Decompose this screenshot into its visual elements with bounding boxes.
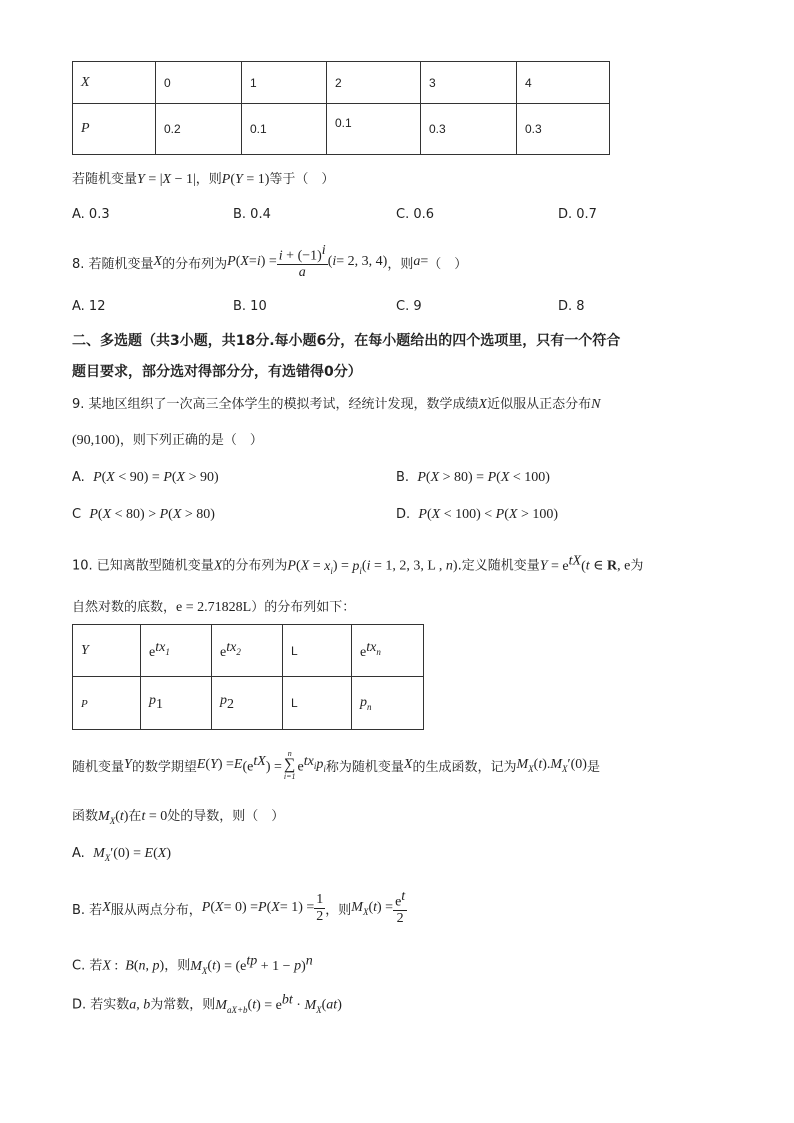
- table-cell: $e^{tx_1}$: [141, 625, 212, 677]
- q8-option-a[interactable]: A. 12: [72, 299, 106, 314]
- q9-option-c[interactable]: C P(X < 80) > P(X > 80): [72, 507, 215, 522]
- table-cell: L: [283, 677, 352, 730]
- q9-option-d[interactable]: D. P(X < 100) < P(X > 100): [396, 507, 559, 522]
- distribution-table-y: [72, 624, 424, 730]
- table-cell: $p_2$: [212, 677, 283, 730]
- table-cell: $p_1$: [141, 677, 212, 730]
- q9-option-b[interactable]: B. P(X > 80) = P(X < 100): [396, 470, 550, 485]
- table-cell: $e^{tx_2}$: [212, 625, 283, 677]
- q8-stem: 8. 若随机变量 X 的分布列为 P ( X = i ) = $\frac{i + (-1)^i}{a}$ ( i = 2, 3, 4) ，则 a = （ ）: [72, 242, 468, 281]
- q10-derivative-def: 函数$M_X(t)$在t = 0处的导数，则（ ）: [72, 809, 285, 826]
- q10-option-b[interactable]: B. 若 X 服从两点分布， P ( X = 0) = P ( X = 1) = $\frac{1}{2}$ ，则 $M_X$ ( t ) = $\frac{e^t}{2}$: [72, 888, 406, 927]
- q10-stem: 10. 已知离散型随机变量X的分布列为$P(X = x_i) = p_i(i = 1$, 2, 3, L , n).定义随机变量$Y = e^{tX}(t$ ∈ R, e为: [72, 553, 644, 576]
- table-cell: 3: [421, 62, 517, 104]
- q9-option-a[interactable]: A. P(X < 90) = P(X > 90): [72, 470, 219, 485]
- q7-option-a[interactable]: A. 0.3: [72, 207, 110, 222]
- distribution-table-x: [72, 61, 610, 155]
- q10-stem-cont: 自然对数的底数，e = 2.71828L）的分布列如下：: [72, 600, 356, 615]
- section-heading: 二、多选题（共3小题，共18分.每小题6分，在每小题给出的四个选项里，只有一个符合: [72, 333, 621, 349]
- q8-option-d[interactable]: D. 8: [558, 299, 585, 314]
- q10-option-d[interactable]: D. 若实数a, b为常数，则$M_{aX+b}(t) = e^{bt} \cdot M_X(at)$: [72, 992, 342, 1015]
- table-cell: 0.2: [156, 104, 242, 155]
- table-cell: 4: [517, 62, 610, 104]
- q10-option-c[interactable]: C. 若X : B(n, p)，则$M_X(t) = (e^{tp} + 1 - p)^n$: [72, 953, 313, 976]
- table-cell: 2: [327, 62, 421, 104]
- q7-option-b[interactable]: B. 0.4: [233, 207, 271, 222]
- section-heading-cont: 题目要求，部分选对得部分分，有选错得0分）: [72, 364, 362, 380]
- q7-stem: 若随机变量Y = |X − 1|，则P(Y = 1)等于（ ）: [72, 172, 335, 187]
- table-cell: 0: [156, 62, 242, 104]
- table-cell: $p_n$: [352, 677, 424, 730]
- table-header-p: P: [73, 104, 156, 155]
- table-cell: 0.1: [327, 104, 421, 155]
- q10-option-a[interactable]: A. $M_X'(0) = E(X)$: [72, 846, 171, 863]
- table-cell: 0.3: [517, 104, 610, 155]
- q9-stem-cont: (90,100)，则下列正确的是（ ）: [72, 433, 263, 448]
- q8-option-b[interactable]: B. 10: [233, 299, 267, 314]
- q8-option-c[interactable]: C. 9: [396, 299, 422, 314]
- table-header-y: Y: [73, 625, 141, 677]
- q7-option-c[interactable]: C. 0.6: [396, 207, 435, 222]
- table-header-p: P: [73, 677, 141, 730]
- table-cell: 0.1: [242, 104, 327, 155]
- table-cell: 0.3: [421, 104, 517, 155]
- table-cell: $e^{tx_n}$: [352, 625, 424, 677]
- q10-expectation: 随机变量 Y 的数学期望 E ( Y ) = E $(e^{tX})$ = n ∑ i=1 $e^{tx_i}$ $p_i$ 称为随机变量 X 的生成函数，记为 $M_X$ ( t ). $M_X$ ′(0) 是: [72, 749, 600, 781]
- table-cell: L: [283, 625, 352, 677]
- q9-stem: 9. 某地区组织了一次高三全体学生的模拟考试，经统计发现，数学成绩X近似服从正态分布N: [72, 397, 601, 412]
- table-cell: 1: [242, 62, 327, 104]
- table-header-x: X: [73, 62, 156, 104]
- q7-option-d[interactable]: D. 0.7: [558, 207, 597, 222]
